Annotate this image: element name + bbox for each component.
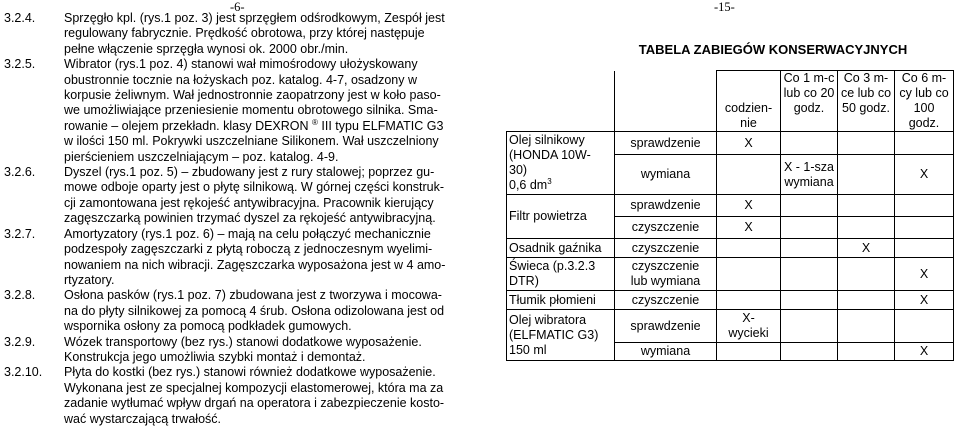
- text-line: mowe odboje oparty jest o płytę silnikową. W górnej części konstruk-: [64, 180, 445, 195]
- action-cell: czyszczenie: [615, 291, 717, 310]
- table-row: [507, 258, 954, 291]
- header-daily: codzien- nie: [717, 71, 781, 132]
- mark-daily: X: [717, 132, 781, 155]
- section-3-2-9: [4, 335, 476, 366]
- mark-daily: X: [717, 195, 781, 217]
- text-line: korpusie żeliwnym. Wał jednostronnie zaopatrzony jest w koło paso-: [64, 88, 441, 103]
- section-3-2-8: [4, 288, 476, 334]
- section-3-2-10: [4, 365, 476, 427]
- table-title: TABELA ZABIEGÓW KONSERWACYJNYCH: [638, 42, 908, 57]
- text-line: [64, 119, 476, 134]
- superscript: 3: [547, 176, 552, 186]
- item-cell: Świeca (p.3.2.3 DTR): [507, 258, 615, 291]
- action-cell: sprawdzenie: [615, 132, 717, 155]
- text-line: pełne włączenie sprzęgła wynosi ok. 2000 obr./min.: [64, 41, 349, 56]
- mark-1-month: X - 1-sza wymiana: [781, 155, 838, 195]
- left-column-text: [4, 11, 476, 427]
- mark-daily: X: [717, 217, 781, 239]
- section-3-2-6: [4, 165, 476, 227]
- item-cell: Filtr powietrza: [507, 195, 615, 239]
- text-line: w ilości 150 ml. Pokrywki uszczelniane Silikonem. Wał uszczelniony: [64, 134, 439, 149]
- page-number-right: -15-: [714, 0, 735, 14]
- action-cell: sprawdzenie: [615, 195, 717, 217]
- table-row: [507, 291, 954, 310]
- table-row: [507, 310, 954, 343]
- text-line: wspornika osłony za pomocą podkładek gumowych.: [64, 319, 352, 334]
- table-row: [507, 132, 954, 155]
- text-line: Wózek transportowy (bez rys.) stanowi dodatkowe wyposażenie.: [64, 334, 422, 349]
- text-line: we umożliwiające przeniesienie momentu obrotowego silnika. Sma-: [64, 103, 438, 118]
- text-line: nowaniem na nich wibracji. Zagęszczarka wyposażona jest w 4 amo-: [64, 257, 446, 272]
- text-line: Płyta do kostki (bez rys.) stanowi również dodatkowe wyposażenie.: [64, 365, 436, 380]
- table-header-row: [507, 71, 954, 132]
- text-line: Osłona pasków (rys.1 poz. 7) zbudowana jest z tworzywa i mocowa-: [64, 288, 442, 303]
- item-cell: Tłumik płomieni: [507, 291, 615, 310]
- section-number: 3.2.10.: [4, 365, 43, 380]
- section-number: 3.2.5.: [4, 57, 36, 72]
- item-name: Olej silnikowy (HONDA 10W- 30): [509, 133, 591, 177]
- text-line: Dyszel (rys.1 poz. 5) – zbudowany jest z rury stalowej; poprzez gu-: [64, 165, 435, 180]
- text-fragment: III typu ELFMATIC G3: [317, 118, 444, 133]
- header-6-months: Co 6 m- cy lub co 100 godz.: [895, 71, 954, 132]
- item-quantity: 0,6 dm: [509, 178, 548, 192]
- text-line: Konstrukcja jego umożliwia szybki montaż i demontaż.: [64, 349, 366, 364]
- section-number: 3.2.6.: [4, 165, 36, 180]
- text-line: zagęszczarką powinien trzymać dyszel za rękojeść antywibracyjną.: [64, 211, 436, 226]
- text-line: Wibrator (rys.1 poz. 4) stanowi wał mimośrodowy ułożyskowany: [64, 57, 418, 72]
- section-3-2-5: [4, 57, 476, 165]
- text-line: Wykonana jest ze specjalnej kompozycji elastomerowej, która ma za: [64, 380, 444, 395]
- section-number: 3.2.4.: [4, 11, 36, 25]
- mark-3-months: X: [838, 239, 895, 258]
- page-number-left: -6-: [230, 0, 245, 14]
- action-cell: czyszczenie: [615, 217, 717, 239]
- action-cell: wymiana: [615, 343, 717, 361]
- action-cell: wymiana: [615, 155, 717, 195]
- action-cell: czyszczenie lub wymiana: [615, 258, 717, 291]
- text-line: rtyzatory.: [64, 272, 115, 287]
- table-row: [507, 195, 954, 217]
- mark-6-months: X: [895, 258, 954, 291]
- item-cell: [507, 132, 615, 195]
- text-line: zadanie wytłumać wpływ drgań na operatora i zabezpieczenie kosto-: [64, 396, 445, 411]
- mark-6-months: X: [895, 155, 954, 195]
- mark-daily: X- wycieki: [717, 310, 781, 343]
- section-number: 3.2.8.: [4, 288, 36, 303]
- text-line: cji zamontowana jest rękojeść antywibracyjna. Pracownik kierujący: [64, 195, 434, 210]
- header-3-months: Co 3 m- ce lub co 50 godz.: [838, 71, 895, 132]
- text-line: wać wystarczającą trwałość.: [64, 411, 221, 426]
- text-line: Amortyzatory (rys.1 poz. 6) – mają na celu połączyć mechanicznie: [64, 226, 431, 241]
- text-line: obustronnie tocznie na łożyskach poz. katalog. 4-7, osadzony w: [64, 72, 417, 87]
- mark-6-months: X: [895, 291, 954, 310]
- registered-mark: ®: [312, 117, 318, 127]
- section-number: 3.2.9.: [4, 334, 36, 349]
- item-cell: Osadnik gaźnika: [507, 239, 615, 258]
- section-3-2-7: [4, 227, 476, 289]
- item-cell: Olej wibratora (ELFMATIC G3) 150 ml: [507, 310, 615, 361]
- text-line: regulowany fabrycznie. Prędkość obrotowa, przy której następuje: [64, 26, 425, 41]
- maintenance-table: [506, 70, 953, 361]
- text-line: podzespoły zagęszczarki z płytą roboczą z jednoczesnym wyelimi-: [64, 242, 433, 257]
- action-cell: sprawdzenie: [615, 310, 717, 343]
- table-row: [507, 239, 954, 258]
- mark-6-months: X: [895, 343, 954, 361]
- text-line: pierścieniem uszczelniającym – poz. katalog. 4-9.: [64, 149, 339, 164]
- section-3-2-4: [4, 11, 476, 57]
- text-line: na do płyty silnikowej za pomocą 4 śrub. Osłona odizolowana jest od: [64, 303, 445, 318]
- text-fragment: rowanie – olejem przekładn. klasy DEXRON: [64, 118, 309, 133]
- header-1-month: Co 1 m-c lub co 20 godz.: [781, 71, 838, 132]
- section-number: 3.2.7.: [4, 226, 36, 241]
- action-cell: czyszczenie: [615, 239, 717, 258]
- text-line: Sprzęgło kpl. (rys.1 poz. 3) jest sprzęgłem odśrodkowym, Zespół jest: [64, 11, 445, 25]
